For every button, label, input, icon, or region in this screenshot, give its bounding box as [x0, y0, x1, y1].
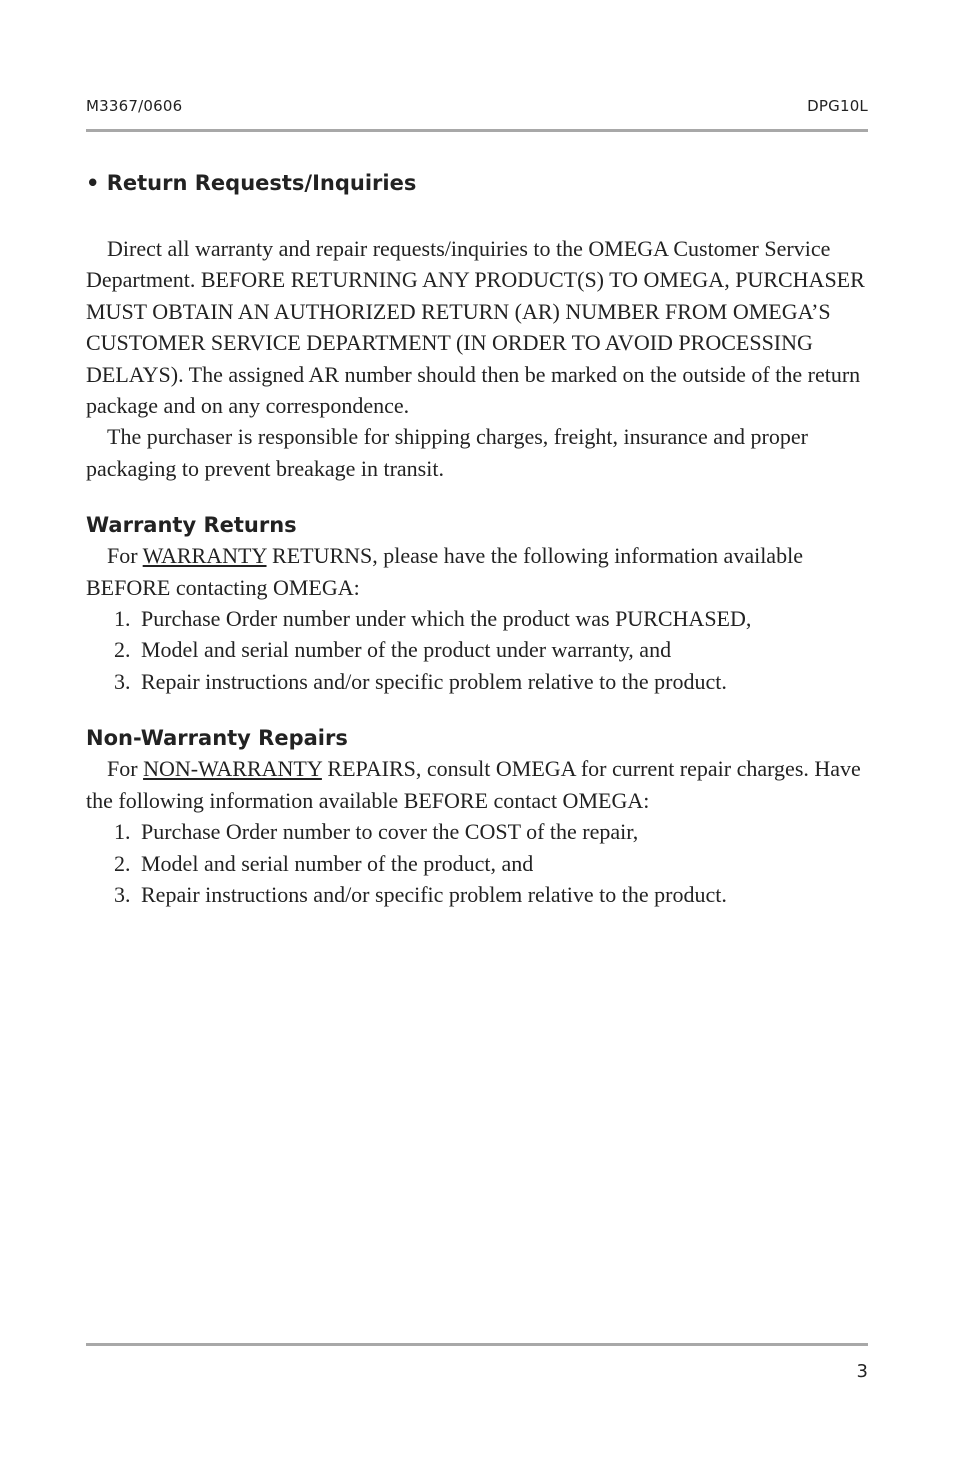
- list-item-number: 2.: [114, 850, 131, 876]
- list-item: [86, 634, 868, 665]
- list-item-number: 1.: [114, 606, 131, 632]
- page-content: [86, 168, 868, 910]
- non-warranty-repairs-heading: Non-Warranty Repairs: [86, 726, 348, 751]
- intro-prefix: For: [107, 543, 143, 569]
- return-instructions-paragraph: Direct all warranty and repair requests/inquiries to the OMEGA Customer Service Department. BEFORE RETURNING ANY PRODUCT(S) TO OMEGA, PURCHASER MUST OBTAIN AN AUTHORIZED RETURN (AR) NUMBER FROM OMEGA’S CUSTOMER SERVICE DEPARTMENT (IN ORDER TO AVOID PROCESSING DELAYS). The assigned AR number should then be marked on the outside of the return package and on any correspondence.: [86, 236, 865, 419]
- list-item-text: Model and serial number of the product under warranty, and: [141, 637, 672, 663]
- header-divider: [86, 129, 868, 132]
- intro-underlined-term: WARRANTY: [142, 543, 267, 569]
- section-heading: • Return Requests/Inquiries: [86, 171, 417, 195]
- non-warranty-repairs-intro: [86, 753, 868, 816]
- list-item-text: Repair instructions and/or specific problem relative to the product.: [141, 668, 727, 694]
- list-item-number: 1.: [114, 819, 131, 845]
- list-item: [86, 848, 868, 879]
- list-item: [86, 816, 868, 847]
- list-item-text: Purchase Order number to cover the COST of the repair,: [141, 819, 639, 845]
- list-item-number: 3.: [114, 668, 131, 694]
- page-number: 3: [856, 1361, 868, 1382]
- warranty-returns-list: [86, 603, 868, 697]
- intro-prefix: For: [107, 756, 144, 782]
- warranty-returns-intro: [86, 540, 868, 603]
- list-item: [86, 603, 868, 634]
- list-item: [86, 666, 868, 697]
- intro-suffix: REPAIRS, consult OMEGA for current repair charges. Have the following information available BEFORE contact OMEGA:: [86, 756, 861, 813]
- warranty-returns-heading: Warranty Returns: [86, 513, 297, 538]
- header-doc-code: M3367/0606: [86, 97, 183, 115]
- list-item-number: 2.: [114, 637, 131, 663]
- non-warranty-repairs-list: [86, 816, 868, 910]
- list-item-text: Purchase Order number under which the product was PURCHASED,: [141, 606, 752, 632]
- header-model: DPG10L: [807, 97, 868, 115]
- shipping-responsibility-paragraph: The purchaser is responsible for shipping charges, freight, insurance and proper packaging to prevent breakage in transit.: [86, 424, 808, 481]
- list-item-text: Model and serial number of the product, and: [141, 850, 534, 876]
- footer-divider: [86, 1343, 868, 1346]
- intro-suffix: RETURNS, please have the following information available BEFORE contacting OMEGA:: [86, 543, 803, 600]
- list-item-text: Repair instructions and/or specific problem relative to the product.: [141, 881, 727, 907]
- intro-underlined-term: NON-WARRANTY: [143, 756, 322, 782]
- list-item-number: 3.: [114, 881, 131, 907]
- list-item: [86, 879, 868, 910]
